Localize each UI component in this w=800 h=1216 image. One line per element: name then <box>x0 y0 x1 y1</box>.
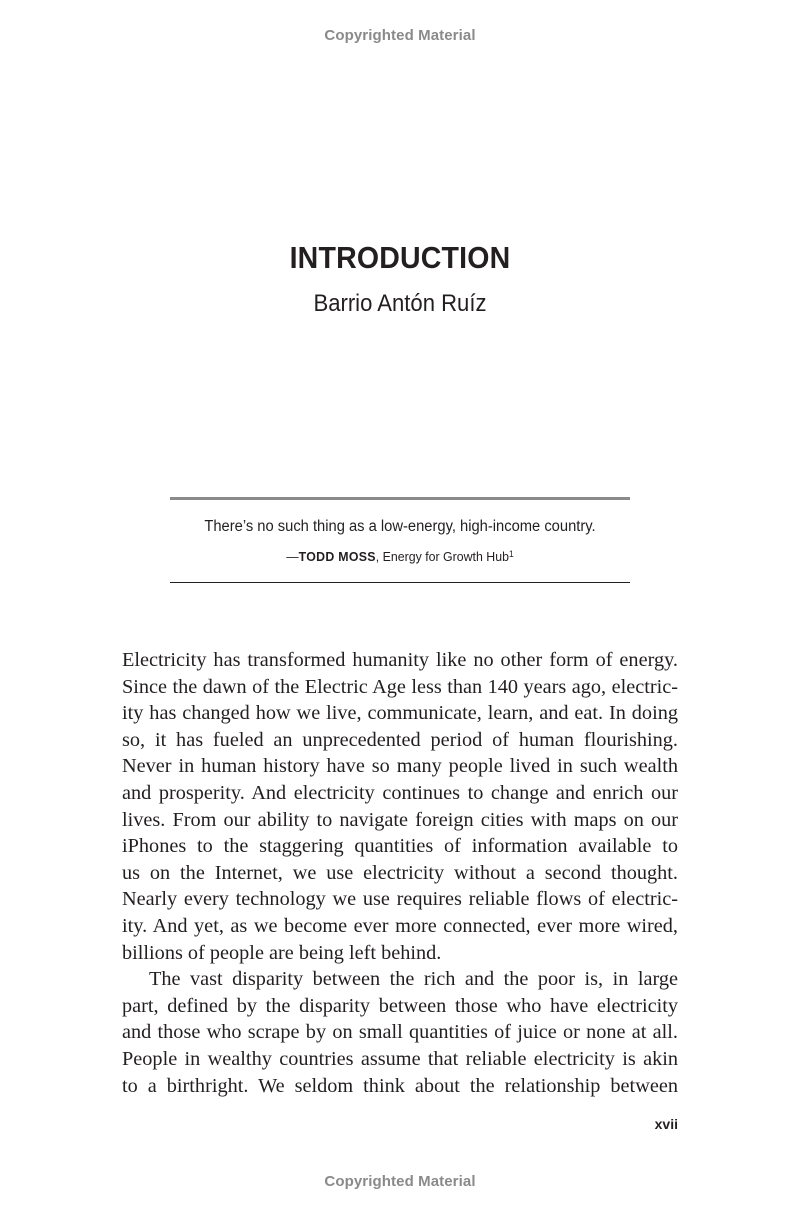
text-line: Never in human history have so many people lived in such wealth <box>122 755 678 778</box>
epigraph-bottom-rule <box>170 582 630 583</box>
text-line: and prosperity. And electricity continues to change and enrich our <box>122 781 678 804</box>
chapter-title: INTRODUCTION <box>289 240 511 275</box>
text-line: Nearly every technology we use requires reliable flows of electric- <box>122 888 678 911</box>
text-line: part, defined by the disparity between those who have electricity <box>122 994 678 1017</box>
paragraph-2 <box>122 966 678 1099</box>
text-line: Electricity has transformed humanity like no other form of energy. <box>122 649 678 671</box>
epigraph-author-name: TODD MOSS <box>298 549 376 564</box>
text-line: People in wealthy countries assume that reliable electricity is akin <box>122 1047 678 1070</box>
text-line: Since the dawn of the Electric Age less than 140 years ago, electric- <box>122 675 678 698</box>
page-number: xvii <box>654 1116 678 1132</box>
epigraph-affiliation: , Energy for Growth Hub <box>375 549 509 564</box>
paragraph-1 <box>122 647 678 966</box>
chapter-author: Barrio Antón Ruíz <box>313 290 487 317</box>
endnote-reference[interactable]: 1 <box>508 549 514 559</box>
copyright-watermark-bottom: Copyrighted Material <box>324 1173 476 1190</box>
body-text <box>122 647 678 1099</box>
epigraph-top-rule <box>170 497 630 500</box>
text-line: and those who scrape by on small quantities of juice or none at all. <box>122 1021 678 1044</box>
text-line: The vast disparity between the rich and the poor is, in large <box>149 968 678 991</box>
copyright-watermark-top: Copyrighted Material <box>324 27 476 44</box>
text-line: to a birthright. We seldom think about the relationship between <box>122 1074 678 1097</box>
epigraph-quote: There’s no such thing as a low-energy, high-income country. <box>204 518 596 535</box>
text-line: ity has changed how we live, communicate, learn, and eat. In doing <box>122 702 678 725</box>
text-line: iPhones to the staggering quantities of information available to <box>122 835 678 858</box>
epigraph-dash: — <box>286 549 299 564</box>
text-line: billions of people are being left behind. <box>122 941 442 964</box>
text-line: so, it has fueled an unprecedented period of human flourishing. <box>122 728 678 751</box>
epigraph-attribution <box>182 549 619 564</box>
text-line: us on the Internet, we use electricity without a second thought. <box>122 861 678 884</box>
text-line: lives. From our ability to navigate foreign cities with maps on our <box>122 808 678 831</box>
text-line: ity. And yet, as we become ever more connected, ever more wired, <box>122 914 678 937</box>
